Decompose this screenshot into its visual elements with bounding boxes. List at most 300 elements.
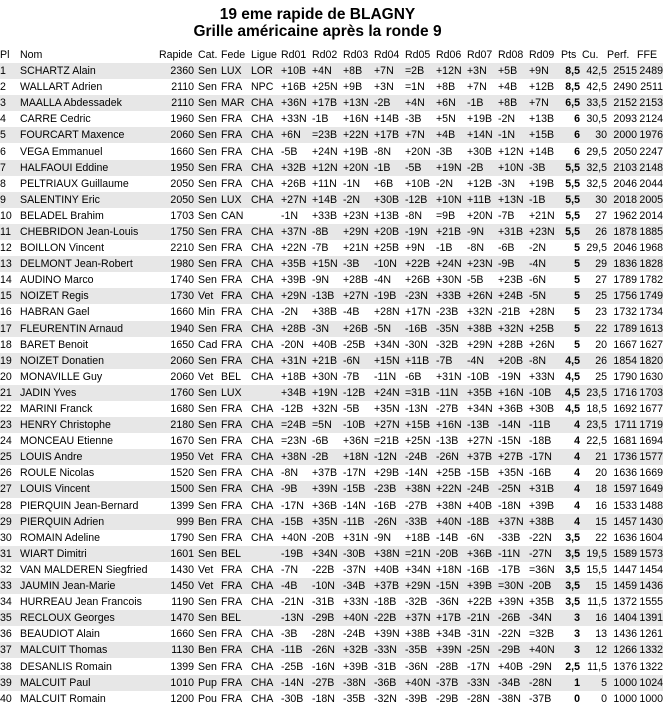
table-cell: CHA (251, 435, 274, 448)
table-cell: +13B (529, 113, 555, 126)
table-cell: -5N (529, 290, 547, 303)
table-cell: +25B (436, 467, 462, 480)
table-cell: 11,5 (587, 660, 607, 673)
table-cell: 1000 (639, 692, 663, 705)
table-cell: -1B (374, 161, 391, 174)
table-cell: -6B (498, 242, 515, 255)
table-cell: -9N (374, 531, 392, 544)
table-cell: MALCUIT Paul (20, 676, 91, 689)
table-cell: BEAUDIOT Alain (20, 628, 100, 641)
column-header: Pts (561, 48, 577, 61)
table-cell: -4N (374, 274, 392, 287)
table-cell: +19B (467, 113, 493, 126)
table-cell: 29,5 (586, 242, 607, 255)
table-cell: +3N (374, 81, 394, 94)
table-cell: -10N (312, 580, 335, 593)
table-cell: -12N (374, 451, 397, 464)
table-cell: +24N (436, 258, 462, 271)
table-cell: 1627 (639, 338, 663, 351)
table-cell: +39N (374, 628, 400, 641)
table-cell: Sen (198, 65, 217, 78)
table-row (0, 546, 663, 562)
table-cell: 13 (0, 258, 12, 271)
table-cell: =24B (281, 419, 307, 432)
table-cell: =21B (374, 435, 400, 448)
table-cell: -16N (312, 660, 335, 673)
table-cell: FRA (221, 274, 243, 287)
table-cell: SCHARTZ Alain (20, 65, 96, 78)
table-cell: 8,5 (565, 65, 580, 78)
table-cell: +31N (343, 531, 369, 544)
table-cell: -22N (498, 628, 521, 641)
table-cell: 5,5 (565, 193, 580, 206)
table-cell: -32N (374, 692, 397, 705)
table-cell: +37N (498, 515, 524, 528)
table-cell: 1636 (613, 467, 637, 480)
table-cell: FRA (221, 467, 243, 480)
table-cell: =23N (281, 435, 307, 448)
table-cell: +39B (281, 274, 307, 287)
table-cell: 1470 (170, 612, 194, 625)
table-cell: BEL (221, 547, 242, 560)
table-cell: -13B (467, 419, 490, 432)
table-cell: CHA (251, 290, 274, 303)
table-cell: +22N (343, 129, 369, 142)
table-cell: 26 (595, 354, 607, 367)
table-cell: 2110 (171, 81, 194, 94)
table-cell: VAN MALDEREN Siegfried (20, 563, 148, 576)
table-cell: +31B (498, 225, 524, 238)
table-cell: CHA (251, 306, 274, 319)
table-cell: +28B (343, 274, 369, 287)
table-cell: 1533 (613, 499, 637, 512)
table-cell: +25B (374, 242, 400, 255)
table-cell: -1B (436, 242, 453, 255)
table-cell: +39B (343, 660, 369, 673)
table-cell: 4,5 (565, 386, 580, 399)
table-cell: HURREAU Jean Francois (20, 596, 142, 609)
table-cell: -23B (436, 306, 459, 319)
table-cell: CHA (251, 483, 274, 496)
table-cell: 1190 (171, 596, 194, 609)
table-cell: -27B (312, 676, 335, 689)
table-cell: +7N (374, 65, 394, 78)
table-cell: 1130 (171, 644, 194, 657)
table-cell: -12B (405, 193, 428, 206)
table-row (0, 514, 663, 530)
table-cell: +12B (529, 81, 555, 94)
table-cell: +11N (312, 177, 337, 190)
column-header: FFE (637, 48, 658, 61)
table-cell: 5,5 (565, 161, 580, 174)
table-cell: -17N (529, 451, 552, 464)
table-cell: FRA (221, 628, 243, 641)
table-cell: 2511 (640, 81, 663, 94)
table-cell: CHA (251, 354, 274, 367)
table-cell: 1716 (613, 386, 637, 399)
table-cell: FRA (221, 435, 243, 448)
table-cell: FRA (221, 531, 243, 544)
table-cell: 42,5 (586, 81, 607, 94)
column-header: Fede (221, 48, 246, 61)
table-cell: -28N (529, 676, 552, 689)
table-cell: FRA (221, 322, 243, 335)
table-cell: +21B (436, 225, 462, 238)
table-cell: 22 (595, 322, 607, 335)
table-cell: +17B (436, 612, 462, 625)
table-cell: +28B (281, 322, 307, 335)
table-cell: -18N (312, 692, 335, 705)
table-cell: +30B (529, 403, 555, 416)
table-cell: 5,5 (565, 177, 580, 190)
table-cell: NOIZET Donatien (20, 354, 104, 367)
table-cell: FRA (221, 161, 243, 174)
table-cell: -6B (405, 370, 422, 383)
table-cell: -3B (343, 258, 360, 271)
table-cell: +38B (312, 306, 338, 319)
table-cell: +13N (343, 97, 369, 110)
table-cell: 20 (595, 467, 607, 480)
table-cell: +12N (312, 161, 338, 174)
table-cell: CHA (251, 451, 274, 464)
table-cell: ROMAIN Adeline (20, 531, 101, 544)
table-cell: +18N (343, 451, 369, 464)
table-cell: 2148 (639, 161, 663, 174)
table-cell: +20B (498, 354, 524, 367)
table-cell: 1430 (639, 515, 663, 528)
table-cell: +34B (436, 628, 462, 641)
table-cell: +40B (312, 338, 338, 351)
table-cell: Sen (198, 113, 217, 126)
table-cell: -9B (498, 258, 515, 271)
table-cell: -6B (312, 435, 329, 448)
table-row (0, 433, 663, 449)
table-cell: +38B (529, 515, 555, 528)
table-cell: 2360 (170, 65, 194, 78)
table-cell: CHA (251, 596, 274, 609)
table-cell: +34N (374, 338, 400, 351)
table-cell: 4 (0, 113, 6, 126)
table-cell: Sen (198, 660, 217, 673)
table-cell: -26N (312, 644, 335, 657)
table-cell: 15 (0, 290, 12, 303)
table-cell: -11B (281, 644, 303, 657)
table-cell: -23B (374, 483, 397, 496)
table-cell: CHA (251, 225, 274, 238)
table-cell: +35N (374, 403, 400, 416)
table-cell: +33N (281, 113, 307, 126)
table-cell: -20B (529, 580, 552, 593)
table-cell: 1649 (639, 483, 663, 496)
table-cell: 27 (595, 209, 607, 222)
table-cell: 2515 (613, 65, 637, 78)
table-cell: -36N (405, 660, 428, 673)
column-header: Rd04 (374, 48, 400, 61)
table-cell: +40N (436, 515, 462, 528)
table-cell: 1790 (613, 370, 637, 383)
table-cell: 1756 (613, 290, 637, 303)
table-row (0, 465, 663, 481)
table-cell: 1266 (613, 644, 637, 657)
table-cell: -33B (498, 531, 521, 544)
table-cell: -29B (312, 612, 335, 625)
table-cell: +40B (467, 499, 493, 512)
table-cell: -2N (529, 242, 547, 255)
table-cell: +36B (312, 499, 338, 512)
table-cell: Sen (198, 467, 217, 480)
table-cell: CHA (251, 515, 274, 528)
table-cell: +27N (374, 419, 400, 432)
table-cell: FRA (221, 113, 243, 126)
table-cell: 1660 (170, 628, 194, 641)
table-cell: +29N (405, 580, 431, 593)
table-cell: -1N (281, 209, 299, 222)
table-cell: -24B (405, 451, 428, 464)
table-cell: -23N (405, 290, 428, 303)
table-cell: BELADEL Brahim (20, 209, 104, 222)
table-cell: +33B (436, 290, 462, 303)
table-cell: 1711 (614, 419, 637, 432)
table-cell: 1667 (613, 338, 637, 351)
table-cell: 23 (0, 419, 12, 432)
table-cell: 2046 (613, 177, 637, 190)
table-cell: +26B (405, 274, 431, 287)
table-cell: -11N (436, 386, 459, 399)
table-cell: 4 (574, 467, 580, 480)
table-cell: +17N (405, 306, 431, 319)
table-cell: 1734 (639, 306, 663, 319)
table-cell: -27N (529, 547, 552, 560)
table-cell: 4 (574, 419, 580, 432)
table-cell: 16 (595, 499, 607, 512)
table-cell: CHA (251, 628, 274, 641)
table-cell: +14N (467, 129, 493, 142)
table-cell: +15B (405, 419, 431, 432)
table-cell: CHA (251, 113, 274, 126)
table-cell: +33B (312, 209, 338, 222)
table-cell: +39N (436, 644, 462, 657)
table-cell: PIERQUIN Adrien (20, 515, 105, 528)
table-cell: -34N (529, 612, 552, 625)
table-cell: 1200 (170, 692, 194, 705)
table-cell: +16N (498, 386, 524, 399)
table-cell: MAR (221, 97, 245, 110)
table-cell: 1980 (170, 258, 194, 271)
table-cell: -14B (436, 531, 459, 544)
table-cell: +18B (405, 531, 431, 544)
table-cell: CHA (251, 161, 274, 174)
table-cell: 23,5 (586, 419, 607, 432)
table-cell: -3B (436, 145, 453, 158)
table-cell: LUX (221, 386, 242, 399)
table-cell: CHA (251, 258, 274, 271)
table-cell: -26N (436, 451, 459, 464)
table-cell: 4 (574, 435, 580, 448)
table-cell: -31N (467, 628, 490, 641)
table-cell: -20N (281, 338, 304, 351)
table-cell: 15,5 (586, 563, 607, 576)
table-cell: 3,5 (565, 547, 580, 560)
table-cell: 11,5 (587, 596, 607, 609)
table-cell: CHA (251, 531, 274, 544)
table-cell: +8B (436, 81, 456, 94)
table-cell: Sen (198, 225, 217, 238)
table-cell: +39B (529, 499, 555, 512)
table-row (0, 192, 663, 208)
column-header: Ligue (251, 48, 277, 61)
table-cell: -14N (343, 499, 366, 512)
table-cell: 1000 (613, 692, 637, 705)
table-cell: =21N (405, 547, 431, 560)
table-cell: Sen (198, 354, 217, 367)
table-cell: WALLART Adrien (20, 81, 103, 94)
table-cell: +33N (343, 596, 369, 609)
table-cell: 33 (0, 580, 12, 593)
table-cell: -38N (343, 676, 366, 689)
table-cell: +20N (343, 161, 369, 174)
table-cell: +29N (343, 225, 369, 238)
table-cell: 39 (0, 676, 12, 689)
table-cell: RECLOUX Georges (20, 612, 115, 625)
table-cell: -18B (529, 435, 552, 448)
table-cell: 28 (0, 499, 12, 512)
table-cell: -10B (467, 370, 490, 383)
table-cell: 1024 (639, 676, 663, 689)
table-cell: Sen (198, 403, 217, 416)
table-cell: +30B (467, 145, 493, 158)
table-cell: +16N (436, 419, 462, 432)
table-cell: 29 (595, 258, 607, 271)
table-cell: 1436 (613, 628, 637, 641)
table-cell: -8N (374, 145, 392, 158)
table-cell: -3B (529, 161, 546, 174)
table-cell: BEL (221, 612, 242, 625)
table-cell: -25N (498, 483, 521, 496)
table-row (0, 256, 663, 272)
table-cell: Vet (198, 451, 214, 464)
table-cell: CHA (251, 692, 274, 705)
table-cell: 1692 (613, 403, 637, 416)
table-cell: +27N (281, 193, 307, 206)
table-cell: 2210 (170, 242, 194, 255)
table-row (0, 143, 663, 159)
table-cell: +24N (374, 386, 400, 399)
table-cell: +37N (281, 225, 307, 238)
table-cell: 1636 (613, 531, 637, 544)
table-cell: 26 (0, 467, 12, 480)
table-cell: 11 (0, 225, 11, 238)
table-cell: +30B (374, 193, 400, 206)
table-cell: CAN (221, 209, 244, 222)
table-cell: 1 (574, 676, 580, 689)
table-cell: 1976 (639, 129, 663, 142)
table-cell: CHA (251, 676, 274, 689)
table-cell: +3N (467, 65, 487, 78)
table-cell: 1399 (170, 499, 194, 512)
table-cell: 2152 (613, 97, 637, 110)
table-cell: +28B (498, 338, 524, 351)
table-cell: -32B (405, 596, 428, 609)
table-cell: 2046 (613, 242, 637, 255)
table-cell: MONCEAU Etienne (20, 435, 114, 448)
table-cell: CHEBRIDON Jean-Louis (20, 225, 139, 238)
table-cell: -31B (374, 660, 397, 673)
table-cell: 1573 (639, 547, 663, 560)
table-cell: AUDINO Marco (20, 274, 94, 287)
table-cell: -19B (374, 290, 397, 303)
table-cell: DESANLIS Romain (20, 660, 112, 673)
table-cell: 1459 (613, 580, 637, 593)
table-cell: -18N (498, 499, 521, 512)
table-cell: -16B (467, 563, 490, 576)
table-cell: +26B (343, 322, 369, 335)
table-cell: +15B (529, 129, 555, 142)
table-cell: 18 (595, 483, 607, 496)
table-cell: +28N (529, 306, 555, 319)
table-cell: -2B (467, 161, 484, 174)
table-cell: 29 (0, 515, 12, 528)
table-cell: 10 (0, 209, 12, 222)
table-cell: Vet (198, 370, 214, 383)
table-cell: 2110 (171, 97, 194, 110)
table-cell: -1B (467, 97, 484, 110)
table-cell: 1885 (639, 225, 663, 238)
column-header: Rapide (159, 48, 193, 61)
table-cell: 1732 (613, 306, 637, 319)
table-cell: +25N (312, 81, 338, 94)
table-cell: 2050 (170, 177, 194, 190)
table-cell: -3B (405, 113, 422, 126)
table-cell: 1736 (613, 451, 637, 464)
table-cell: FRA (221, 403, 243, 416)
table-cell: -17N (343, 467, 366, 480)
table-cell: 1790 (170, 531, 194, 544)
table-cell: 2060 (170, 370, 194, 383)
table-cell: FRA (221, 676, 243, 689)
column-header: Rd02 (312, 48, 338, 61)
table-cell: 1940 (170, 322, 194, 335)
table-cell: 1322 (639, 660, 663, 673)
page-subtitle: Grille américaine après la ronde 9 (193, 23, 442, 40)
table-row (0, 127, 663, 143)
table-cell: 1703 (170, 209, 194, 222)
table-cell: 1677 (639, 403, 663, 416)
table-cell: 30 (0, 531, 12, 544)
table-cell: +17B (374, 129, 400, 142)
table-cell: +28N (374, 306, 400, 319)
table-cell: 30,5 (586, 113, 607, 126)
table-cell: 5 (574, 242, 580, 255)
table-cell: -17N (467, 660, 490, 673)
table-cell: 24 (0, 435, 12, 448)
table-cell: +18B (281, 370, 307, 383)
table-cell: +25N (405, 435, 431, 448)
table-cell: 1597 (613, 483, 637, 496)
table-cell: =23B (312, 129, 338, 142)
table-row (0, 675, 663, 691)
table-cell: CHA (251, 370, 274, 383)
table-cell: 2050 (613, 145, 637, 158)
table-cell: -13B (436, 435, 459, 448)
table-cell: LUX (221, 65, 242, 78)
table-cell: CHA (251, 644, 274, 657)
table-cell: VEGA Emmanuel (20, 145, 103, 158)
table-cell: +36B (467, 547, 493, 560)
table-cell: 42,5 (586, 65, 607, 78)
table-cell: 32,5 (586, 177, 607, 190)
table-cell: 32 (0, 563, 12, 576)
table-row (0, 353, 663, 369)
